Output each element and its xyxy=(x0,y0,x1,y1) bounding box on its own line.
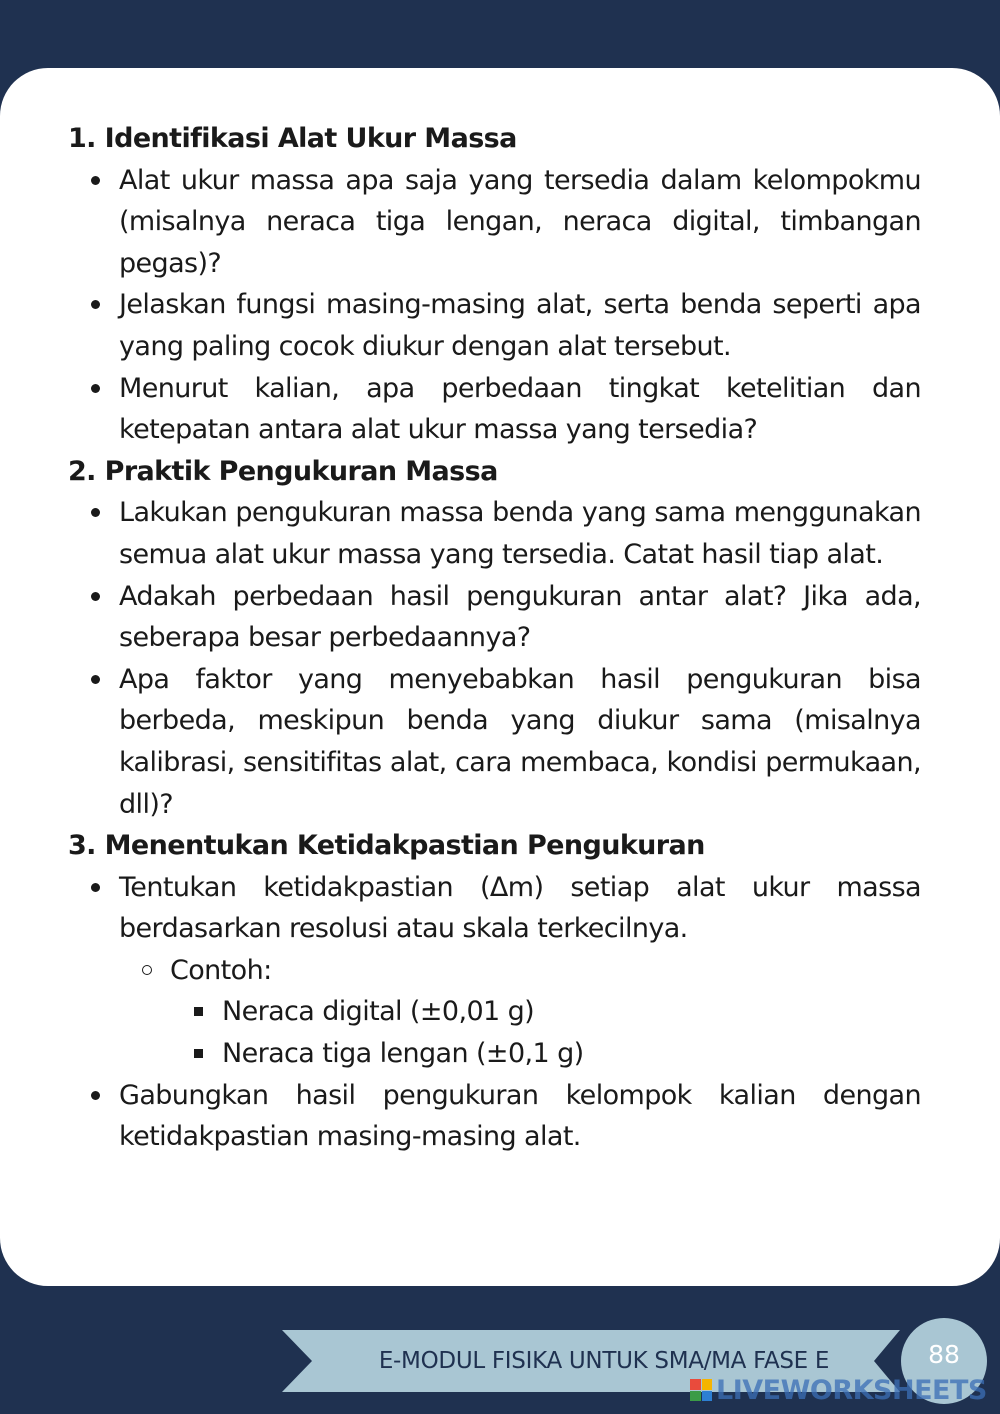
example-item: Neraca tiga lengan (±0,1 g) xyxy=(170,1033,921,1075)
list-item xyxy=(68,867,921,1075)
section-3-list xyxy=(68,867,921,1158)
module-title: E-MODUL FISIKA UNTUK SMA/MA FASE E xyxy=(378,1348,830,1374)
section-1-heading: 1. Identifikasi Alat Ukur Massa xyxy=(68,123,517,154)
list-item: Jelaskan fungsi masing-masing alat, serta benda seperti apa yang paling cocok diukur dengan alat tersebut. xyxy=(68,284,921,367)
page-number: 88 xyxy=(928,1340,960,1369)
list-item-text: Tentukan ketidakpastian (Δm) setiap alat ukur massa berdasarkan resolusi atau skala terkecilnya. xyxy=(119,871,921,945)
list-item: Lakukan pengukuran massa benda yang sama menggunakan semua alat ukur massa yang tersedia. Catat hasil tiap alat. xyxy=(68,492,921,575)
example-item: Neraca digital (±0,01 g) xyxy=(170,991,921,1033)
list-item: Alat ukur massa apa saja yang tersedia dalam kelompokmu (misalnya neraca tiga lengan, neraca digital, timbangan pegas)? xyxy=(68,160,921,285)
list-item: Menurut kalian, apa perbedaan tingkat ketelitian dan ketepatan antara alat ukur massa yang tersedia? xyxy=(68,368,921,451)
list-item: Apa faktor yang menyebabkan hasil pengukuran bisa berbeda, meskipun benda yang diukur sama (misalnya kalibrasi, sensitifitas alat, cara membaca, kondisi permukaan, dll)? xyxy=(68,659,921,825)
section-1-list xyxy=(68,160,921,451)
list-item: Gabungkan hasil pengukuran kelompok kalian dengan ketidakpastian masing-masing alat. xyxy=(68,1075,921,1158)
example-items xyxy=(170,991,921,1074)
liveworksheets-logo-icon xyxy=(690,1379,712,1401)
example-label xyxy=(119,950,921,1075)
example-label-text: Contoh: xyxy=(170,954,272,986)
liveworksheets-watermark xyxy=(690,1372,987,1408)
section-2-list xyxy=(68,492,921,825)
section-2-heading: 2. Praktik Pengukuran Massa xyxy=(68,455,498,487)
example-list xyxy=(119,950,921,1075)
section-3-heading: 3. Menentukan Ketidakpastian Pengukuran xyxy=(68,830,705,862)
list-item: Adakah perbedaan hasil pengukuran antar alat? Jika ada, seberapa besar perbedaannya? xyxy=(68,576,921,659)
watermark-text: LIVEWORKSHEETS xyxy=(716,1374,987,1406)
worksheet-content xyxy=(68,118,921,1158)
